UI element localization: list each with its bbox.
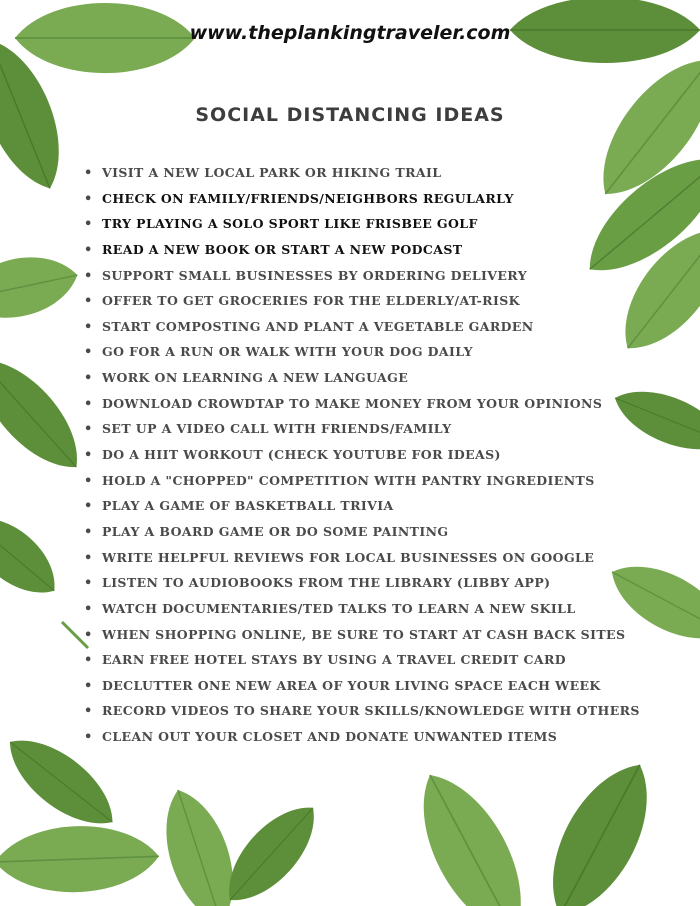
bullet-icon: •: [84, 499, 93, 515]
list-item-text: RECORD VIDEOS TO SHARE YOUR SKILLS/KNOWLEDGE WITH OTHERS: [102, 703, 640, 719]
leaf-bottom-center-2: [212, 791, 332, 906]
list-item-text: SET UP A VIDEO CALL WITH FRIENDS/FAMILY: [102, 421, 452, 437]
bullet-icon: •: [84, 371, 93, 387]
list-item-text: CLEAN OUT YOUR CLOSET AND DONATE UNWANTED ITEMS: [102, 729, 558, 745]
list-item-text: WRITE HELPFUL REVIEWS FOR LOCAL BUSINESSES ON GOOGLE: [102, 549, 595, 565]
list-item-text: START COMPOSTING AND PLANT A VEGETABLE GARDEN: [102, 318, 534, 334]
bullet-icon: •: [84, 627, 93, 643]
list-item: [84, 416, 640, 442]
bullet-icon: •: [84, 345, 93, 361]
list-item-text: DO A HIIT WORKOUT (CHECK YOUTUBE FOR IDEAS): [102, 447, 501, 463]
list-item: [84, 724, 640, 750]
list-item: [84, 160, 640, 186]
bullet-icon: •: [84, 576, 93, 592]
site-url: www.theplankingtraveler.com: [189, 22, 511, 44]
bullet-icon: •: [84, 448, 93, 464]
bullet-icon: •: [84, 268, 93, 284]
list-item-text: WORK ON LEARNING A NEW LANGUAGE: [102, 370, 409, 386]
bullet-icon: •: [84, 319, 93, 335]
leaf-bottom-left-2: [0, 823, 160, 895]
bullet-icon: •: [84, 217, 93, 233]
leaf-left-mid-2: [0, 342, 96, 485]
list-item-text: PLAY A GAME OF BASKETBALL TRIVIA: [102, 498, 394, 514]
bullet-icon: •: [84, 601, 93, 617]
list-item-text: WATCH DOCUMENTARIES/TED TALKS TO LEARN A NEW SKILL: [102, 600, 576, 616]
page-title: SOCIAL DISTANCING IDEAS: [195, 104, 505, 126]
bullet-icon: •: [84, 294, 93, 310]
leaf-left-mid-1: [0, 247, 83, 328]
list-item-text: HOLD A "CHOPPED" COMPETITION WITH PANTRY INGREDIENTS: [102, 472, 595, 488]
bullet-icon: •: [84, 550, 93, 566]
list-item: [84, 519, 640, 545]
list-item-text: TRY PLAYING A SOLO SPORT LIKE FRISBEE GOLF: [102, 216, 478, 232]
bullet-icon: •: [84, 166, 93, 181]
bullet-icon: •: [84, 422, 93, 438]
list-item-text: EARN FREE HOTEL STAYS BY USING A TRAVEL CREDIT CARD: [102, 652, 566, 668]
list-item: [84, 647, 640, 673]
list-item-text: SUPPORT SMALL BUSINESSES BY ORDERING DELIVERY: [102, 267, 528, 283]
list-item: [84, 673, 640, 699]
bullet-icon: •: [84, 242, 93, 258]
bullet-icon: •: [84, 473, 93, 489]
list-item: [84, 237, 640, 263]
leaf-bottom-right-1: [399, 759, 545, 906]
list-item: [84, 365, 640, 391]
list-item-text: GO FOR A RUN OR WALK WITH YOUR DOG DAILY: [102, 344, 473, 360]
bullet-icon: •: [84, 730, 93, 746]
list-item: [84, 339, 640, 365]
list-item-text: READ A NEW BOOK OR START A NEW PODCAST: [102, 241, 463, 257]
list-item-text: DOWNLOAD CROWDTAP TO MAKE MONEY FROM YOUR OPINIONS: [102, 395, 603, 411]
list-item-text: WHEN SHOPPING ONLINE, BE SURE TO START AT CASH BACK SITES: [102, 626, 626, 642]
list-item: [84, 570, 640, 596]
list-item: [84, 493, 640, 519]
list-item: [84, 545, 640, 571]
list-item: [84, 468, 640, 494]
list-item-text: PLAY A BOARD GAME OR DO SOME PAINTING: [102, 523, 449, 539]
list-item: [84, 314, 640, 340]
bullet-icon: •: [84, 396, 93, 412]
list-item-text: OFFER TO GET GROCERIES FOR THE ELDERLY/AT-RISK: [102, 293, 520, 309]
bullet-icon: •: [84, 678, 93, 694]
list-item-text: CHECK ON FAMILY/FRIENDS/NEIGHBORS REGULARLY: [102, 190, 514, 206]
list-item: [84, 186, 640, 212]
list-item: [84, 698, 640, 724]
list-item: [84, 391, 640, 417]
bullet-icon: •: [84, 191, 93, 207]
list-item: [84, 211, 640, 237]
list-item: [84, 263, 640, 289]
list-item: [84, 288, 640, 314]
bullet-icon: •: [84, 704, 93, 720]
leaf-left-mid-3: [0, 501, 70, 610]
list-item-text: DECLUTTER ONE NEW AREA OF YOUR LIVING SPACE EACH WEEK: [102, 677, 601, 693]
list-item: [84, 622, 640, 648]
list-item: [84, 442, 640, 468]
bullet-icon: •: [84, 524, 93, 540]
list-item-text: VISIT A NEW LOCAL PARK OR HIKING TRAIL: [102, 165, 442, 180]
bullet-icon: •: [84, 653, 93, 669]
ideas-list: [84, 160, 640, 750]
list-item-text: LISTEN TO AUDIOBOOKS FROM THE LIBRARY (LIBBY APP): [102, 575, 551, 591]
leaf-bottom-right-2: [529, 748, 671, 906]
list-item: [84, 596, 640, 622]
